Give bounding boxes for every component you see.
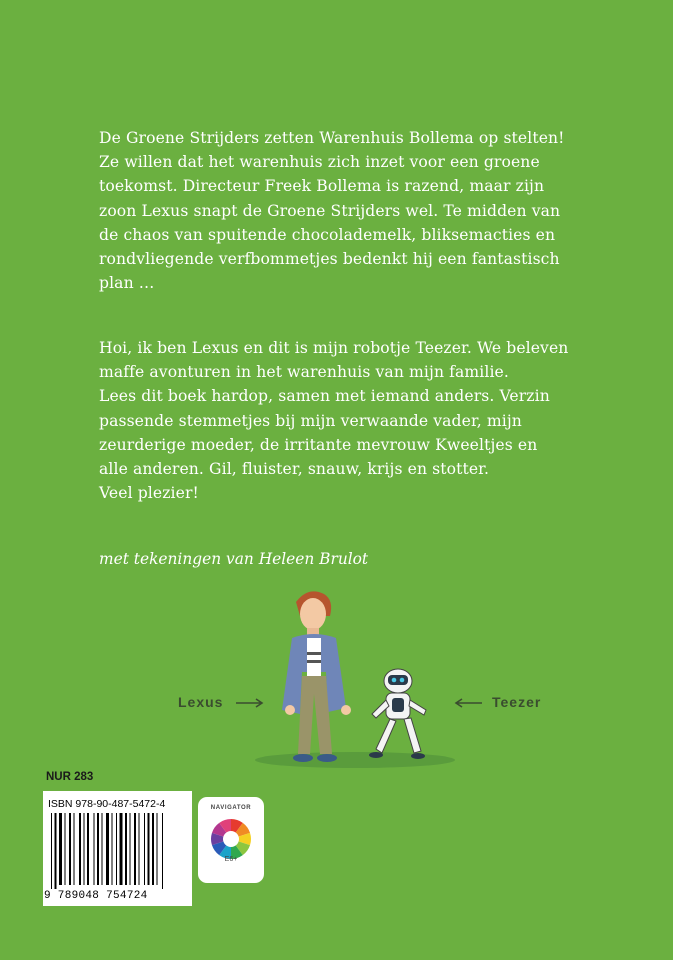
barcode-panel [43,791,192,906]
blurb-paragraph-2: Hoi, ik ben Lexus en dit is mijn robotje Teezer. We beleven maffe avonturen in het warenhuis van mijn familie. Lees dit boek hardop, samen met iemand anders. Verzin passende stemmetjes bij mijn verwaande vader, mijn zeurderige moeder, de irritante mevrouw Kweeltjes en alle anderen. Gil, fluister, snauw, krijs en stotter. Veel plezier! [99,339,569,503]
illustrator-credit: met tekeningen van Heleen Brulot [99,550,369,568]
teezer-robot-figure [369,669,426,759]
navigator-level: E6+ [224,856,238,863]
nur-code: NUR 283 [46,771,94,783]
label-teezer: Teezer [492,694,542,710]
navigator-label: NAVIGATOR [210,805,252,811]
ground-shadow [255,752,455,768]
blurb-paragraph-1: De Groene Strijders zetten Warenhuis Bollema op stelten! Ze willen dat het warenhuis zich inzet voor een groene toekomst. Directeur Freek Bollema is razend, maar zijn zoon Lexus snapt de Groene Strijders wel. Te midden van de chaos van spuitende chocolademelk, bliksemacties en rondvliegende verfbommetjes bedenkt hij een fantastisch plan … [99,129,565,293]
lexus-figure [282,591,351,762]
arrow-to-lexus [236,699,262,707]
barcode-icon [51,813,185,889]
isbn-text: ISBN 978-90-487-5472-4 [48,798,166,810]
ean-digits: 9 789048 754724 [44,890,148,902]
navigator-badge [198,797,264,883]
arrow-to-teezer [456,699,482,707]
label-lexus: Lexus [178,694,224,710]
